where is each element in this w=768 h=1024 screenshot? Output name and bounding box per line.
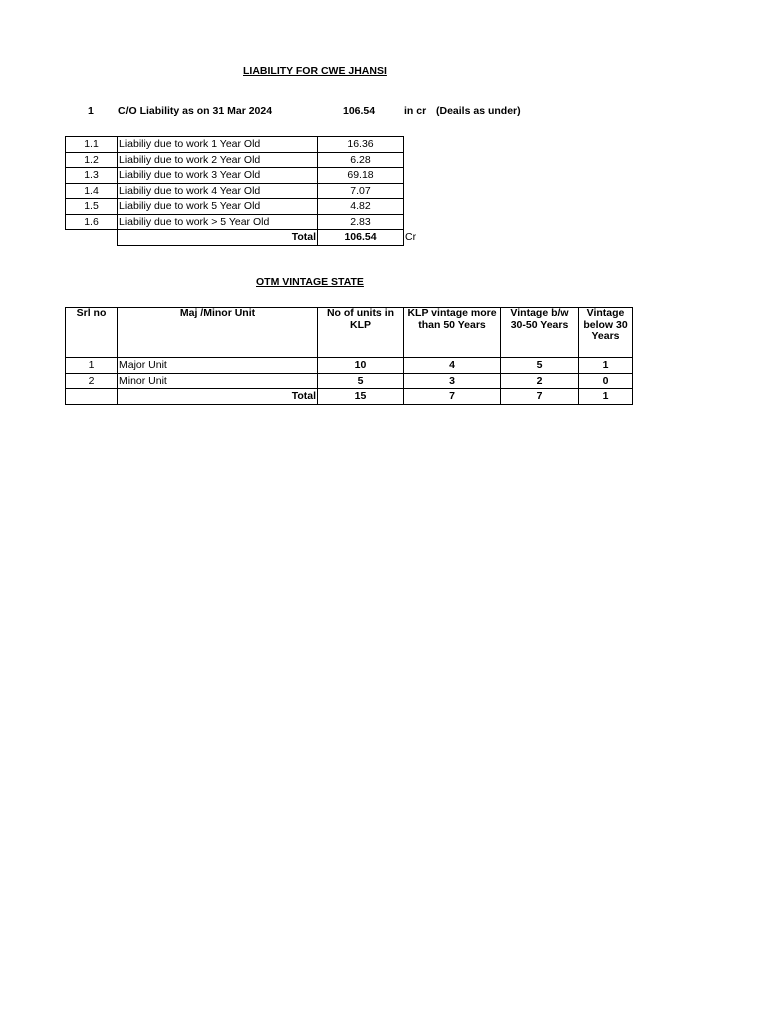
row-sr: 1.1 [66,137,118,153]
total-30-50: 7 [501,389,579,405]
row-unit: Minor Unit [118,373,318,389]
summary-value: 106.54 [343,105,376,117]
summary-label: C/O Liability as on 31 Mar 2024 [118,105,273,117]
total-label: Total [118,389,318,405]
row-desc: Liabiliy due to work > 5 Year Old [118,214,318,230]
summary-unit: in cr [404,105,427,117]
row-desc: Liabiliy due to work 2 Year Old [118,152,318,168]
header-unit: Maj /Minor Unit [118,308,318,358]
row-more50: 3 [404,373,501,389]
row-sr: 1.6 [66,214,118,230]
header-below30: Vintage below 30 Years [579,308,633,358]
vintage-table [65,307,633,405]
table-row [66,373,633,389]
total-row [66,389,633,405]
table-row [66,214,444,230]
row-desc: Liabiliy due to work 5 Year Old [118,199,318,215]
total-unit: Cr [405,230,417,243]
total-value: 106.54 [318,230,404,246]
header-srl: Srl no [66,308,118,358]
total-row [66,230,444,246]
row-sr: 1.5 [66,199,118,215]
row-below30: 0 [579,373,633,389]
row-below30: 1 [579,358,633,374]
row-units: 5 [318,373,404,389]
row-unit: Major Unit [118,358,318,374]
row-value: 6.28 [318,152,404,168]
row-sr: 1 [66,358,118,374]
row-value: 69.18 [318,168,404,184]
row-value: 7.07 [318,183,404,199]
row-30-50: 2 [501,373,579,389]
table-row [66,152,444,168]
row-30-50: 5 [501,358,579,374]
row-more50: 4 [404,358,501,374]
total-label: Total [118,230,318,246]
total-units: 15 [318,389,404,405]
row-units: 10 [318,358,404,374]
table-row [66,137,444,153]
row-sr: 1.2 [66,152,118,168]
table-row [66,183,444,199]
liability-table [65,136,444,246]
header-30-50: Vintage b/w 30-50 Years [501,308,579,358]
header-more50: KLP vintage more than 50 Years [404,308,501,358]
total-more50: 7 [404,389,501,405]
total-below30: 1 [579,389,633,405]
summary-number: 1 [88,105,94,117]
row-value: 2.83 [318,214,404,230]
row-sr: 1.4 [66,183,118,199]
page-title: LIABILITY FOR CWE JHANSI [243,65,387,77]
table-row [66,168,444,184]
row-sr: 2 [66,373,118,389]
header-units-klp: No of units in KLP [318,308,404,358]
table-row [66,358,633,374]
vintage-title: OTM VINTAGE STATE [256,276,364,288]
header-row [66,308,633,358]
row-sr: 1.3 [66,168,118,184]
table-row [66,199,444,215]
summary-note: (Deails as under) [436,105,521,117]
row-desc: Liabiliy due to work 3 Year Old [118,168,318,184]
row-desc: Liabiliy due to work 4 Year Old [118,183,318,199]
row-desc: Liabiliy due to work 1 Year Old [118,137,318,153]
row-value: 16.36 [318,137,404,153]
row-value: 4.82 [318,199,404,215]
